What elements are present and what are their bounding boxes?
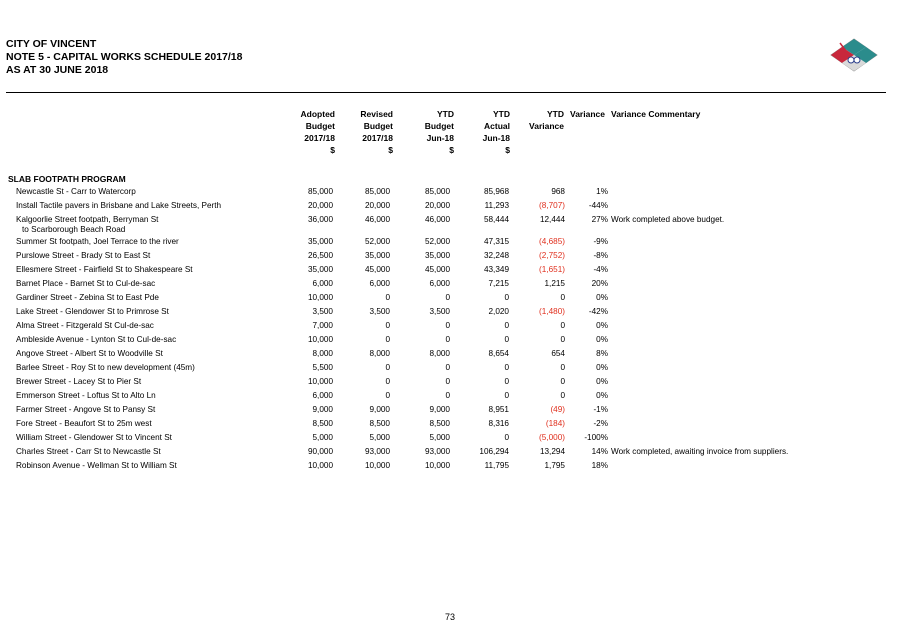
variance-pct-cell: -2% bbox=[593, 419, 608, 428]
variance-comment: Work completed, awaiting invoice from suppliers. bbox=[611, 447, 789, 456]
row-description: Ellesmere Street - Fairfield St to Shakespeare St bbox=[16, 265, 193, 274]
adopted-budget-cell: 6,000 bbox=[312, 279, 333, 288]
ytd-variance-cell: 1,215 bbox=[544, 279, 565, 288]
ytd-budget-cell: 93,000 bbox=[424, 447, 450, 456]
ytd-budget-cell: 0 bbox=[445, 321, 450, 330]
col-variance-pct-header: Variance bbox=[570, 109, 605, 119]
adopted-budget-cell: 9,000 bbox=[312, 405, 333, 414]
ytd-budget-cell: 3,500 bbox=[429, 307, 450, 316]
row-description: Robinson Avenue - Wellman St to William St bbox=[16, 461, 177, 470]
ytd-variance-cell: 0 bbox=[560, 391, 565, 400]
row-description: Barlee Street - Roy St to new development (45m) bbox=[16, 363, 195, 372]
row-description: Newcastle St - Carr to Watercorp bbox=[16, 187, 136, 196]
row-description: Gardiner Street - Zebina St to East Pde bbox=[16, 293, 159, 302]
ytd-actual-cell: 11,293 bbox=[484, 201, 509, 210]
ytd-actual-cell: 47,315 bbox=[483, 237, 509, 246]
ytd-variance-cell: 0 bbox=[560, 363, 565, 372]
variance-pct-cell: -8% bbox=[593, 251, 608, 260]
ytd-variance-cell: (5,000) bbox=[539, 433, 565, 442]
ytd-actual-cell: 0 bbox=[504, 433, 509, 442]
adopted-budget-cell: 10,000 bbox=[307, 335, 333, 344]
ytd-budget-cell: 0 bbox=[445, 363, 450, 372]
note-title: NOTE 5 - CAPITAL WORKS SCHEDULE 2017/18 bbox=[6, 51, 243, 63]
ytd-variance-cell: 0 bbox=[560, 335, 565, 344]
col-adopted-header: Adopted Budget 2017/18 $ bbox=[300, 109, 335, 155]
revised-budget-cell: 0 bbox=[385, 321, 390, 330]
row-description: Brewer Street - Lacey St to Pier St bbox=[16, 377, 142, 386]
row-description: Kalgoorlie Street footpath, Berryman St bbox=[16, 215, 159, 224]
adopted-budget-cell: 8,000 bbox=[312, 349, 333, 358]
ytd-budget-cell: 5,000 bbox=[429, 433, 450, 442]
variance-comment: Work completed above budget. bbox=[611, 215, 725, 224]
report-title bbox=[6, 38, 243, 77]
page-number: 73 bbox=[445, 612, 456, 622]
col-ytd-variance-header: YTD Variance bbox=[529, 109, 564, 131]
ytd-variance-cell: (8,707) bbox=[539, 201, 565, 210]
revised-budget-cell: 10,000 bbox=[364, 461, 390, 470]
ytd-variance-cell: 0 bbox=[560, 321, 565, 330]
ytd-variance-cell: (1,651) bbox=[539, 265, 565, 274]
row-description: Summer St footpath, Joel Terrace to the river bbox=[16, 237, 179, 246]
adopted-budget-cell: 20,000 bbox=[307, 201, 333, 210]
revised-budget-cell: 35,000 bbox=[364, 251, 390, 260]
adopted-budget-cell: 5,000 bbox=[312, 433, 333, 442]
variance-pct-cell: -1% bbox=[593, 405, 608, 414]
revised-budget-cell: 93,000 bbox=[364, 447, 390, 456]
ytd-budget-cell: 85,000 bbox=[424, 187, 450, 196]
ytd-budget-cell: 35,000 bbox=[424, 251, 450, 260]
variance-pct-cell: 0% bbox=[596, 377, 608, 386]
revised-budget-cell: 45,000 bbox=[364, 265, 390, 274]
row-description-continued: to Scarborough Beach Road bbox=[22, 225, 126, 234]
variance-pct-cell: 14% bbox=[591, 447, 608, 456]
ytd-actual-cell: 0 bbox=[504, 335, 509, 344]
row-description: William Street - Glendower St to Vincent St bbox=[16, 433, 172, 442]
variance-pct-cell: 0% bbox=[596, 391, 608, 400]
ytd-actual-cell: 8,951 bbox=[488, 405, 509, 414]
ytd-variance-cell: 654 bbox=[551, 349, 565, 358]
adopted-budget-cell: 90,000 bbox=[307, 447, 333, 456]
row-description: Angove Street - Albert St to Woodville St bbox=[16, 349, 163, 358]
col-revised-header: Revised Budget 2017/18 $ bbox=[360, 109, 393, 155]
adopted-budget-cell: 26,500 bbox=[307, 251, 333, 260]
adopted-budget-cell: 10,000 bbox=[307, 293, 333, 302]
ytd-budget-cell: 8,500 bbox=[429, 419, 450, 428]
ytd-actual-cell: 58,444 bbox=[483, 215, 509, 224]
col-ytd-budget-header: YTD Budget Jun-18 $ bbox=[424, 109, 454, 155]
ytd-variance-cell: (4,685) bbox=[539, 237, 565, 246]
revised-budget-cell: 0 bbox=[385, 377, 390, 386]
revised-budget-cell: 3,500 bbox=[369, 307, 390, 316]
ytd-variance-cell: 0 bbox=[560, 293, 565, 302]
col-ytd-actual-header: YTD Actual Jun-18 $ bbox=[482, 109, 510, 155]
adopted-budget-cell: 8,500 bbox=[312, 419, 333, 428]
variance-pct-cell: -100% bbox=[584, 433, 608, 442]
revised-budget-cell: 8,500 bbox=[369, 419, 390, 428]
ytd-budget-cell: 10,000 bbox=[424, 461, 450, 470]
row-description: Lake Street - Glendower St to Primrose St bbox=[16, 307, 169, 316]
row-description: Fore Street - Beaufort St to 25m west bbox=[16, 419, 152, 428]
revised-budget-cell: 0 bbox=[385, 335, 390, 344]
ytd-budget-cell: 0 bbox=[445, 391, 450, 400]
revised-budget-cell: 20,000 bbox=[364, 201, 390, 210]
ytd-actual-cell: 2,020 bbox=[488, 307, 509, 316]
adopted-budget-cell: 10,000 bbox=[307, 461, 333, 470]
header-divider bbox=[6, 92, 886, 93]
ytd-budget-cell: 45,000 bbox=[424, 265, 450, 274]
ytd-actual-cell: 0 bbox=[504, 321, 509, 330]
ytd-variance-cell: 968 bbox=[551, 187, 565, 196]
col-commentary-header: Variance Commentary bbox=[611, 109, 701, 119]
as-at-date: AS AT 30 JUNE 2018 bbox=[6, 64, 109, 76]
ytd-actual-cell: 0 bbox=[504, 293, 509, 302]
variance-pct-cell: 0% bbox=[596, 321, 608, 330]
variance-pct-cell: 18% bbox=[591, 461, 608, 470]
ytd-actual-cell: 43,349 bbox=[483, 265, 509, 274]
row-description: Farmer Street - Angove St to Pansy St bbox=[16, 405, 156, 414]
adopted-budget-cell: 7,000 bbox=[312, 321, 333, 330]
ytd-variance-cell: (1,480) bbox=[539, 307, 565, 316]
variance-pct-cell: 0% bbox=[596, 363, 608, 372]
variance-pct-cell: 27% bbox=[591, 215, 608, 224]
ytd-actual-cell: 106,294 bbox=[479, 447, 509, 456]
ytd-variance-cell: (184) bbox=[545, 419, 565, 428]
row-description: Purslowe Street - Brady St to East St bbox=[16, 251, 151, 260]
ytd-budget-cell: 52,000 bbox=[424, 237, 450, 246]
adopted-budget-cell: 10,000 bbox=[307, 377, 333, 386]
variance-pct-cell: 0% bbox=[596, 335, 608, 344]
variance-pct-cell: -4% bbox=[593, 265, 608, 274]
adopted-budget-cell: 6,000 bbox=[312, 391, 333, 400]
ytd-budget-cell: 8,000 bbox=[429, 349, 450, 358]
ytd-variance-cell: (2,752) bbox=[539, 251, 565, 260]
row-description: Alma Street - Fitzgerald St Cul-de-sac bbox=[16, 321, 154, 330]
variance-pct-cell: 20% bbox=[591, 279, 608, 288]
revised-budget-cell: 0 bbox=[385, 363, 390, 372]
ytd-budget-cell: 0 bbox=[445, 293, 450, 302]
variance-pct-cell: -44% bbox=[588, 201, 608, 210]
adopted-budget-cell: 35,000 bbox=[307, 265, 333, 274]
ytd-actual-cell: 8,654 bbox=[488, 349, 509, 358]
variance-pct-cell: -42% bbox=[588, 307, 608, 316]
ytd-budget-cell: 46,000 bbox=[424, 215, 450, 224]
variance-pct-cell: 1% bbox=[596, 187, 608, 196]
revised-budget-cell: 6,000 bbox=[369, 279, 390, 288]
variance-pct-cell: 8% bbox=[596, 349, 608, 358]
variance-pct-cell: -9% bbox=[593, 237, 608, 246]
row-description: Emmerson Street - Loftus St to Alto Ln bbox=[16, 391, 156, 400]
ytd-budget-cell: 20,000 bbox=[424, 201, 450, 210]
revised-budget-cell: 9,000 bbox=[369, 405, 390, 414]
org-name: CITY OF VINCENT bbox=[6, 38, 97, 50]
ytd-actual-cell: 0 bbox=[504, 363, 509, 372]
ytd-actual-cell: 0 bbox=[504, 377, 509, 386]
revised-budget-cell: 46,000 bbox=[364, 215, 390, 224]
revised-budget-cell: 5,000 bbox=[369, 433, 390, 442]
ytd-variance-cell: 12,444 bbox=[539, 215, 565, 224]
revised-budget-cell: 0 bbox=[385, 391, 390, 400]
revised-budget-cell: 52,000 bbox=[364, 237, 390, 246]
adopted-budget-cell: 5,500 bbox=[312, 363, 333, 372]
ytd-variance-cell: 0 bbox=[560, 377, 565, 386]
ytd-actual-cell: 0 bbox=[504, 391, 509, 400]
ytd-variance-cell: (49) bbox=[550, 405, 565, 414]
city-logo-icon bbox=[830, 38, 878, 72]
ytd-actual-cell: 8,316 bbox=[488, 419, 509, 428]
ytd-budget-cell: 9,000 bbox=[429, 405, 450, 414]
ytd-budget-cell: 6,000 bbox=[429, 279, 450, 288]
ytd-actual-cell: 32,248 bbox=[483, 251, 509, 260]
ytd-variance-cell: 1,795 bbox=[544, 461, 565, 470]
variance-pct-cell: 0% bbox=[596, 293, 608, 302]
adopted-budget-cell: 35,000 bbox=[307, 237, 333, 246]
ytd-actual-cell: 7,215 bbox=[488, 279, 509, 288]
adopted-budget-cell: 36,000 bbox=[307, 215, 333, 224]
row-description: Install Tactile pavers in Brisbane and Lake Streets, Perth bbox=[16, 201, 222, 210]
ytd-actual-cell: 11,795 bbox=[484, 461, 509, 470]
revised-budget-cell: 0 bbox=[385, 293, 390, 302]
ytd-actual-cell: 85,968 bbox=[483, 187, 509, 196]
ytd-budget-cell: 0 bbox=[445, 377, 450, 386]
revised-budget-cell: 8,000 bbox=[369, 349, 390, 358]
adopted-budget-cell: 3,500 bbox=[312, 307, 333, 316]
section-title: SLAB FOOTPATH PROGRAM bbox=[8, 174, 126, 184]
revised-budget-cell: 85,000 bbox=[364, 187, 390, 196]
row-description: Charles Street - Carr St to Newcastle St bbox=[16, 447, 161, 456]
ytd-budget-cell: 0 bbox=[445, 335, 450, 344]
adopted-budget-cell: 85,000 bbox=[307, 187, 333, 196]
ytd-variance-cell: 13,294 bbox=[539, 447, 565, 456]
row-description: Ambleside Avenue - Lynton St to Cul-de-sac bbox=[16, 335, 177, 344]
row-description: Barnet Place - Barnet St to Cul-de-sac bbox=[16, 279, 156, 288]
